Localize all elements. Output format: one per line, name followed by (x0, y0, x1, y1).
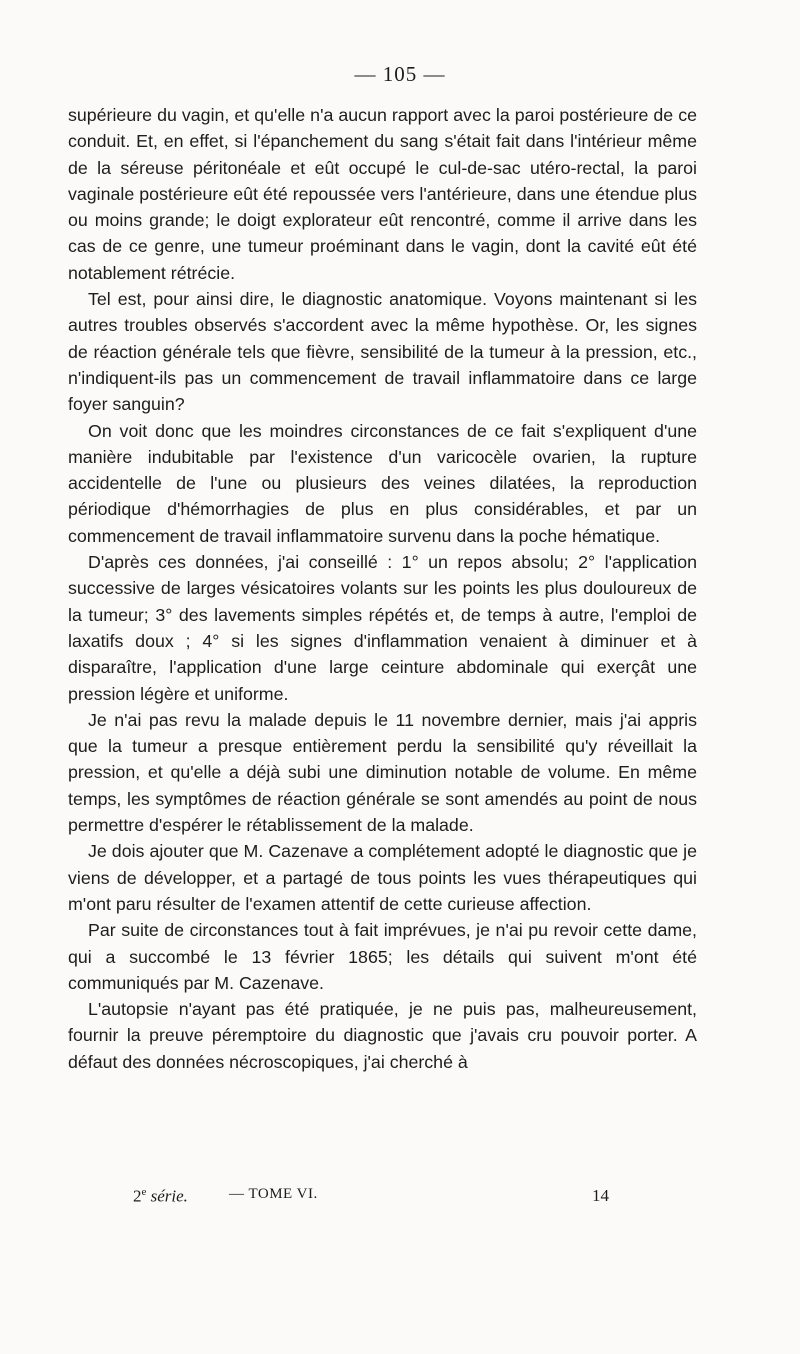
series-label (133, 1186, 188, 1207)
signature-mark: 14 (592, 1186, 609, 1205)
paragraph: Je n'ai pas revu la malade depuis le 11 novembre dernier, mais j'ai appris que la tumeur a presque entièrement perdu la sensibilité qu'y réveillait la pression, et qu'elle a déjà subi une diminution notable de volume. En même temps, les symptômes de réaction générale se sont amendés au point de nous permettre d'espérer le rétablissement de la malade. (68, 709, 697, 836)
series-word: série. (150, 1186, 188, 1206)
paragraph: D'après ces données, j'ai conseillé : 1° un repos absolu; 2° l'application successive de larges vésicatoires volants sur les points les plus douloureux de la tumeur; 3° des lavements simples répétés et, de temps à autre, l'emploi de laxatifs doux ; 4° si les signes d'inflammation venaient à diminuer et à disparaître, l'application d'une large ceinture abdominale qui exerçât une pression légère et uniforme. (68, 552, 697, 704)
body-text (68, 102, 697, 1075)
page-footer (0, 1186, 800, 1216)
page-number: — 105 — (354, 62, 446, 86)
paragraph: Tel est, pour ainsi dire, le diagnostic anatomique. Voyons maintenant si les autres troubles observés s'accordent avec la même hypothèse. Or, les signes de réaction générale tels que fièvre, sensibilité de la tumeur à la pression, etc., n'indiquent-ils pas un commencement de travail inflammatoire dans ce large foyer sanguin? (68, 289, 697, 415)
paragraph: L'autopsie n'ayant pas été pratiquée, je ne puis pas, malheureusement, fournir la preuve péremptoire du diagnostic que j'avais cru pouvoir porter. A défaut des données nécroscopiques, j'ai cherché à (68, 999, 697, 1072)
volume-label: — TOME VI. (229, 1186, 318, 1202)
paragraph: Par suite de circonstances tout à fait imprévues, je n'ai pu revoir cette dame, qui a succombé le 13 février 1865; les détails qui suivent m'ont été communiqués par M. Cazenave. (68, 920, 697, 993)
series-superscript: e (141, 1186, 147, 1198)
paragraph: Je dois ajouter que M. Cazenave a complétement adopté le diagnostic que je viens de développer, et a partagé de tous points les vues thérapeutiques qui m'ont paru résulter de l'examen attentif de cette curieuse affection. (68, 841, 697, 914)
paragraph: On voit donc que les moindres circonstances de ce fait s'expliquent d'une manière indubitable par l'existence d'un varicocèle ovarien, la rupture accidentelle de l'une ou plusieurs des veines dilatées, la reproduction périodique d'hémorrhagies de plus en plus considérables, et par un commencement de travail inflammatoire survenu dans la poche hématique. (68, 420, 697, 546)
series-number: 2 (133, 1186, 142, 1206)
paragraph: supérieure du vagin, et qu'elle n'a aucun rapport avec la paroi postérieure de ce conduit. Et, en effet, si l'épanchement du sang s'était fait dans l'intérieur même de la séreuse péritonéale et eût occupé le cul-de-sac utéro-rectal, la paroi vaginale postérieure eût été repoussée vers l'antérieure, dans une étendue plus ou moins grande; le doigt explorateur eût rencontré, comme il arrive dans les cas de ce genre, une tumeur proéminant dans le vagin, dont la cavité eût été notablement rétrécie. (68, 105, 697, 283)
